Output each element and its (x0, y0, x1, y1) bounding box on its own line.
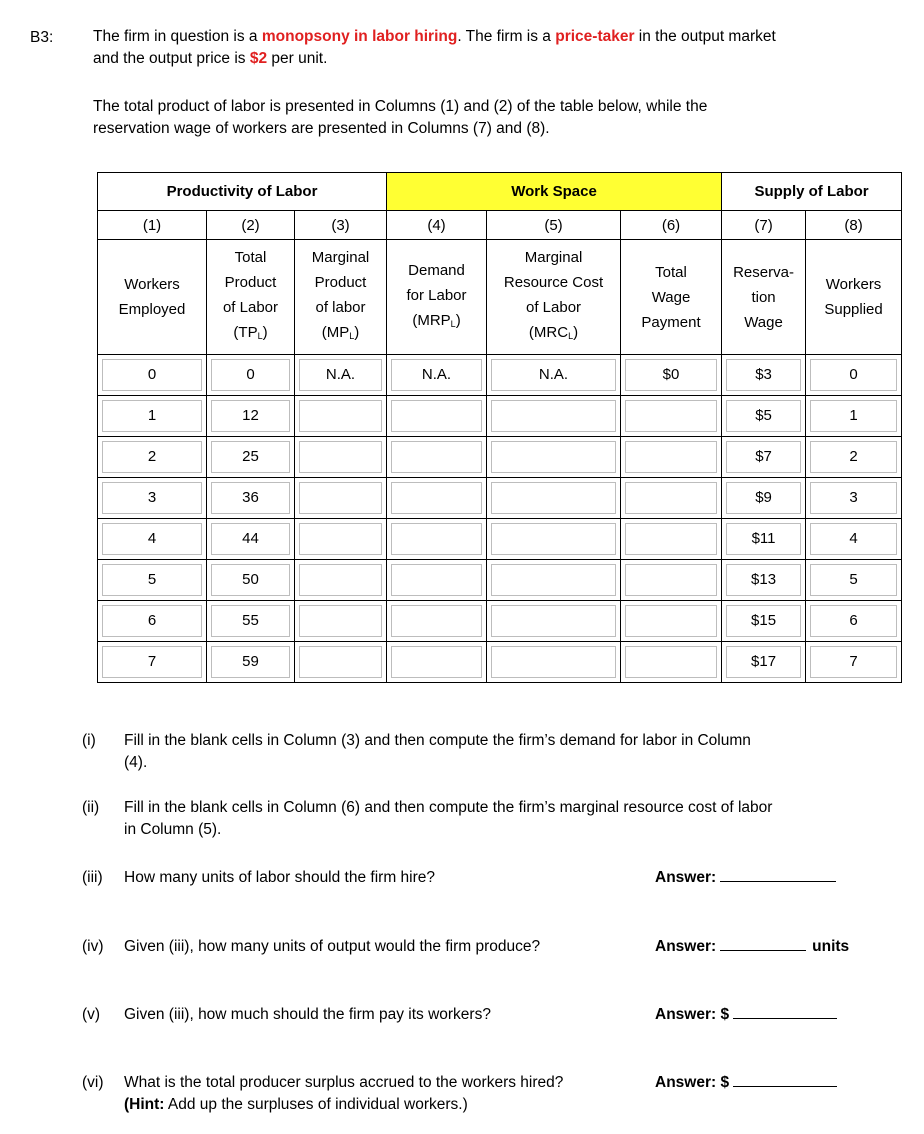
answer-field (655, 1072, 837, 1092)
table-row (98, 519, 902, 560)
table-cell (387, 437, 487, 478)
table-cell (295, 355, 387, 396)
table-cell (295, 478, 387, 519)
group-header-supply: Supply of Labor (722, 173, 902, 211)
column-label-line (207, 320, 294, 349)
column-label (722, 240, 806, 355)
table-cell (487, 478, 621, 519)
table-row (98, 437, 902, 478)
table-cell (722, 560, 806, 601)
cell-value: 6 (102, 605, 202, 637)
cell-value: 12 (211, 400, 290, 432)
table-cell (387, 519, 487, 560)
table-cell (387, 355, 487, 396)
question-number: (vi) (82, 1074, 104, 1091)
table-cell (207, 560, 295, 601)
cell-value: 5 (102, 564, 202, 596)
cell-value: $11 (726, 523, 801, 555)
question-number: (ii) (82, 799, 100, 816)
table-cell (387, 396, 487, 437)
column-label-line: Demand (408, 261, 465, 279)
table-row (98, 396, 902, 437)
label-text: ) (573, 324, 579, 341)
hint-label: Hint: (129, 1096, 165, 1113)
column-number: (6) (621, 211, 722, 240)
table-cell (487, 396, 621, 437)
table-cell (487, 437, 621, 478)
table-cell (722, 437, 806, 478)
column-number: (8) (806, 211, 902, 240)
label-subscript: L (257, 331, 263, 341)
cell-value: 25 (211, 441, 290, 473)
column-label (98, 240, 207, 355)
table-cell (295, 437, 387, 478)
label-subscript: L (349, 331, 355, 341)
intro-line-4: reservation wage of workers are presented in Columns (7) and (8). (93, 120, 550, 137)
cell-value[interactable] (491, 400, 616, 432)
column-label-line: of Labor (525, 299, 582, 316)
table-cell (98, 560, 207, 601)
intro-line-1: The firm in question is a monopsony in labor hiring. The firm is a price-taker in the output market (93, 28, 776, 45)
column-label (207, 240, 295, 355)
cell-value: N.A. (491, 359, 616, 391)
table-cell (98, 396, 207, 437)
cell-value: $9 (726, 482, 801, 514)
column-label-line: Workers (124, 276, 180, 293)
table-cell (806, 601, 902, 642)
table-cell (621, 642, 722, 683)
answer-label: Answer: (655, 938, 717, 955)
cell-value: 0 (211, 359, 290, 391)
table-cell (487, 355, 621, 396)
table-row (98, 560, 902, 601)
table-cell (621, 560, 722, 601)
column-label-line: of Labor (222, 299, 279, 316)
table-cell (98, 437, 207, 478)
cell-value: 55 (211, 605, 290, 637)
hint-text: Add up the surpluses of individual workers.) (164, 1096, 468, 1113)
table-cell (387, 601, 487, 642)
question-line: Given (iii), how many units of output would the firm produce? (124, 938, 541, 955)
answer-blank[interactable] (733, 1072, 837, 1087)
table-cell (295, 396, 387, 437)
answer-blank[interactable] (733, 1004, 837, 1019)
intro-line-3: The total product of labor is presented in Columns (1) and (2) of the table below, while the (93, 98, 708, 115)
table-cell (207, 601, 295, 642)
question-text (124, 797, 864, 841)
cell-value[interactable] (391, 482, 482, 514)
cell-value[interactable] (391, 441, 482, 473)
table-cell (722, 478, 806, 519)
label-text: (TP (233, 324, 258, 341)
intro-paragraph-2 (93, 96, 893, 140)
label-text: ) (455, 311, 461, 329)
answer-label: Answer: $ (655, 1006, 730, 1023)
question-line: (4). (124, 754, 148, 771)
cell-value: $7 (726, 441, 801, 473)
cell-value[interactable] (391, 646, 482, 678)
cell-value: 3 (810, 482, 897, 514)
cell-value: $17 (726, 646, 801, 678)
cell-value: $13 (726, 564, 801, 596)
label-text: (MRC (528, 324, 569, 341)
cell-value[interactable] (299, 646, 382, 678)
intro-paragraph-1 (93, 26, 893, 70)
column-label (806, 240, 902, 355)
column-number: (3) (295, 211, 387, 240)
label-subscript: L (568, 331, 574, 341)
cell-value: 5 (810, 564, 897, 596)
table-cell (806, 478, 902, 519)
monopsony-highlight: monopsony in labor hiring (261, 28, 458, 45)
cell-value: 7 (810, 646, 897, 678)
label-text: ) (354, 324, 360, 341)
cell-value[interactable] (625, 646, 717, 678)
group-header-work-space: Work Space (387, 173, 722, 211)
cell-value: 2 (810, 441, 897, 473)
column-label (295, 240, 387, 355)
table-cell (806, 560, 902, 601)
cell-value[interactable] (299, 441, 382, 473)
cell-value[interactable] (299, 400, 382, 432)
table-cell (98, 601, 207, 642)
column-label-line: for Labor (406, 286, 467, 304)
cell-value[interactable] (299, 564, 382, 596)
table-cell (621, 601, 722, 642)
answer-field (655, 936, 849, 956)
table-cell (295, 560, 387, 601)
column-label-line (295, 320, 386, 349)
column-label-line: Supplied (824, 301, 883, 318)
column-number-row (98, 211, 902, 240)
cell-value: 2 (102, 441, 202, 473)
table-cell (387, 478, 487, 519)
cell-value: 6 (810, 605, 897, 637)
cell-value[interactable] (491, 564, 616, 596)
cell-value: 4 (810, 523, 897, 555)
column-label-line: Employed (118, 301, 186, 318)
column-label-row (98, 240, 902, 355)
table-cell (487, 601, 621, 642)
group-header-row (98, 173, 902, 211)
column-label-line: Workers (825, 276, 882, 293)
table-cell (722, 396, 806, 437)
cell-value: 7 (102, 646, 202, 678)
table-cell (207, 437, 295, 478)
cell-value[interactable] (625, 523, 717, 555)
table-cell (207, 642, 295, 683)
table-row (98, 642, 902, 683)
table-cell (806, 437, 902, 478)
group-header-productivity: Productivity of Labor (98, 173, 387, 211)
intro-line-2: and the output price is $2 per unit. (93, 50, 328, 67)
cell-value: $15 (726, 605, 801, 637)
table-cell (722, 601, 806, 642)
column-label (387, 240, 487, 355)
label-subscript: L (450, 318, 456, 329)
cell-value[interactable] (391, 400, 482, 432)
table-cell (621, 478, 722, 519)
table-cell (207, 355, 295, 396)
table-cell (98, 478, 207, 519)
answer-field (655, 1004, 837, 1024)
label-text: ) (262, 324, 268, 341)
table-cell (98, 519, 207, 560)
question-number: (v) (82, 1006, 101, 1023)
table-cell (621, 396, 722, 437)
column-label-line (487, 320, 620, 349)
cell-value: 3 (102, 482, 202, 514)
cell-value: 50 (211, 564, 290, 596)
price-taker-highlight: price-taker (555, 28, 635, 45)
answer-label: Answer: (655, 869, 717, 886)
table-cell (722, 519, 806, 560)
cell-value: 44 (211, 523, 290, 555)
question-line: Fill in the blank cells in Column (6) and then compute the firm’s marginal resource cost of labor (124, 799, 773, 816)
table-cell (487, 560, 621, 601)
cell-value[interactable] (625, 482, 717, 514)
cell-value[interactable] (491, 523, 616, 555)
table-cell (98, 642, 207, 683)
table-cell (487, 519, 621, 560)
question-line: Given (iii), how much should the firm pay its workers? (124, 1006, 491, 1023)
label-text: (MP (321, 324, 350, 341)
units-label: units (812, 938, 850, 955)
price-highlight: $2 (249, 50, 268, 67)
cell-value: $5 (726, 400, 801, 432)
column-label-line: Resource Cost (503, 274, 604, 291)
question-line: in Column (5). (124, 821, 222, 838)
table-cell (806, 642, 902, 683)
answer-blank[interactable] (720, 936, 806, 951)
table-body (98, 355, 902, 683)
column-label-line: Total (655, 263, 687, 281)
cell-value: 59 (211, 646, 290, 678)
cell-value[interactable] (391, 523, 482, 555)
cell-value[interactable] (299, 482, 382, 514)
label-text: (MRP (412, 311, 451, 329)
question-number: (iii) (82, 869, 103, 886)
column-label-line: Wage (651, 288, 691, 306)
cell-value[interactable] (491, 605, 616, 637)
table-cell (295, 642, 387, 683)
cell-value: 36 (211, 482, 290, 514)
column-label-line: Product (314, 274, 367, 291)
table-cell (621, 519, 722, 560)
question-text (124, 730, 864, 774)
cell-value: 0 (102, 359, 202, 391)
column-label-line: Wage (744, 313, 783, 331)
table-cell (487, 642, 621, 683)
table-cell (806, 355, 902, 396)
question-line: Fill in the blank cells in Column (3) and then compute the firm’s demand for labor in Column (124, 732, 751, 749)
table-cell (207, 478, 295, 519)
cell-value[interactable] (491, 482, 616, 514)
column-number: (5) (487, 211, 621, 240)
question-line: How many units of labor should the firm hire? (124, 869, 436, 886)
cell-value[interactable] (391, 564, 482, 596)
column-label-line (387, 308, 486, 337)
table-cell (295, 519, 387, 560)
table-cell (806, 519, 902, 560)
column-number: (2) (207, 211, 295, 240)
table-cell (295, 601, 387, 642)
cell-value[interactable] (491, 646, 616, 678)
column-number: (1) (98, 211, 207, 240)
table-cell (207, 396, 295, 437)
column-label-line: Product (224, 274, 277, 291)
column-number: (4) (387, 211, 487, 240)
cell-value: $0 (625, 359, 717, 391)
answer-label: Answer: $ (655, 1074, 730, 1091)
cell-value: 4 (102, 523, 202, 555)
cell-value: 1 (810, 400, 897, 432)
table-row (98, 478, 902, 519)
cell-value[interactable] (299, 605, 382, 637)
table-cell (98, 355, 207, 396)
cell-value: N.A. (299, 359, 382, 391)
column-label-line: Reserva- (733, 263, 794, 281)
cell-value: 0 (810, 359, 897, 391)
column-label-line: Marginal (311, 249, 370, 266)
cell-value[interactable] (625, 400, 717, 432)
question-number: (iv) (82, 938, 104, 955)
question-number: (i) (82, 732, 96, 749)
question-line: What is the total producer surplus accrued to the workers hired? (124, 1074, 564, 1091)
column-number: (7) (722, 211, 806, 240)
cell-value: $3 (726, 359, 801, 391)
column-label-line: of labor (315, 299, 366, 316)
cell-value[interactable] (391, 605, 482, 637)
column-label-line: Payment (641, 313, 701, 331)
table-row (98, 601, 902, 642)
table-cell (621, 437, 722, 478)
cell-value: 1 (102, 400, 202, 432)
problem-label: B3: (30, 29, 54, 46)
labor-table (97, 172, 902, 683)
column-label (487, 240, 621, 355)
cell-value[interactable] (625, 564, 717, 596)
cell-value[interactable] (625, 605, 717, 637)
column-label-line: Total (234, 249, 267, 266)
cell-value[interactable] (625, 441, 717, 473)
table-row (98, 355, 902, 396)
table-cell (806, 396, 902, 437)
cell-value[interactable] (491, 441, 616, 473)
answer-blank[interactable] (720, 867, 836, 882)
column-label-line: tion (751, 288, 776, 306)
cell-value: N.A. (391, 359, 482, 391)
column-label-line: Marginal (524, 249, 583, 266)
table-cell (621, 355, 722, 396)
table-cell (387, 560, 487, 601)
cell-value[interactable] (299, 523, 382, 555)
table-cell (722, 355, 806, 396)
hint-open: ( (124, 1096, 130, 1113)
question-line (124, 1094, 864, 1116)
table-cell (387, 642, 487, 683)
column-label (621, 240, 722, 355)
answer-field (655, 867, 836, 887)
table-cell (722, 642, 806, 683)
table-cell (207, 519, 295, 560)
